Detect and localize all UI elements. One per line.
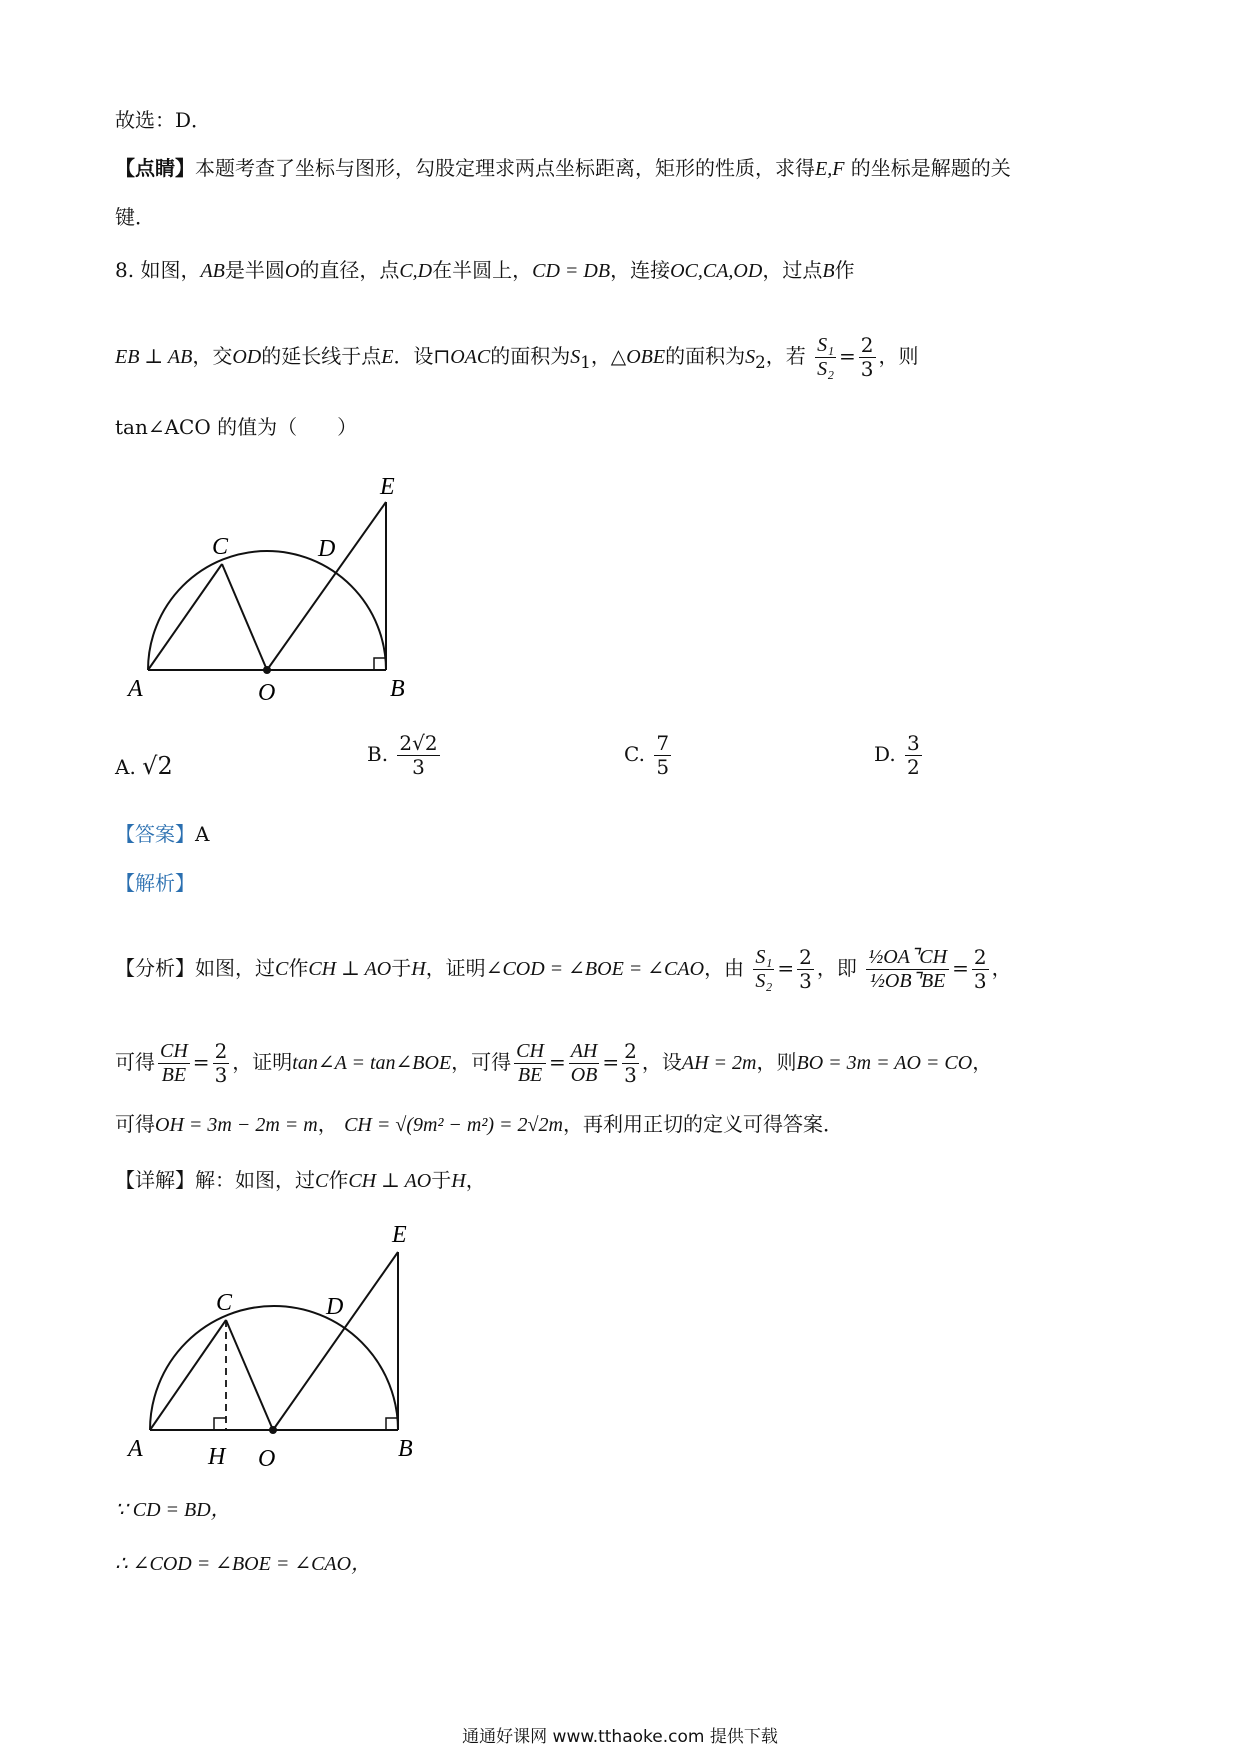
option-c[interactable]: C. $\frac{7}{5}$: [624, 731, 670, 779]
fig1-label-a: A: [128, 676, 143, 702]
fig2-label-c: C: [216, 1290, 233, 1316]
geometry-figure-2: [120, 1220, 440, 1480]
fig2-label-a: A: [128, 1436, 143, 1462]
question-line-3: tan∠ACO 的值为（ ）: [115, 415, 358, 439]
analysis-label: 【解析】: [115, 871, 195, 895]
answer-label: 【答案】: [115, 822, 195, 846]
comment-paragraph: [115, 156, 1011, 181]
option-b[interactable]: B. $\frac{2√2}{3}$: [367, 731, 438, 779]
geometry-figure-1: [120, 470, 440, 710]
fenxi-line-1: 【分析】如图，过C作CH ⊥ AO于H，证明∠COD = ∠BOE = ∠CAO，由 $\frac{\text{S₁}}{\text{S₂}}$ = $\frac{2}{3}$ ，即 $\frac{\text{½OA⌝CH}}{\text{½OB⌝BE}}$ = $\frac{2}{3}$ ，: [115, 945, 1012, 993]
comment-text2: 的坐标是解题的关: [850, 156, 1011, 180]
comment-continued: 键．: [115, 205, 155, 229]
fenxi-line-3: 可得OH = 3m − 2m = m， CH = √(9m² − m²) = 2√2m，再利用正切的定义可得答案．: [115, 1112, 843, 1136]
answer-value: A: [195, 822, 210, 846]
step-1: ∵ CD = BD，: [115, 1499, 231, 1521]
detail-line: 【详解】解：如图，过C作CH ⊥ AO于H，: [115, 1168, 486, 1192]
page-footer: 通通好课网 www.tthaoke.com 提供下载: [462, 1727, 778, 1747]
fig2-label-b: B: [398, 1436, 413, 1462]
ratio-value: $\frac{2}{3}$: [860, 333, 874, 381]
fig1-label-b: B: [390, 676, 405, 702]
step-2: ∴ ∠COD = ∠BOE = ∠CAO，: [115, 1553, 372, 1575]
question-line-1: 8. 如图，AB是半圆O的直径，点C,D在半圆上，CD = DB，连接OC,CA,OD，过点B作: [115, 258, 855, 282]
answer-line: [115, 822, 209, 846]
prev-answer-line: 故选：D．: [115, 108, 212, 132]
fig2-label-d: D: [326, 1294, 344, 1320]
ratio-fraction: $\frac{\text{S₁}}{\text{S₂}}$: [817, 334, 835, 380]
fig1-label-c: C: [212, 534, 229, 560]
fig1-label-o: O: [258, 680, 276, 706]
fig1-label-d: D: [318, 536, 336, 562]
fig1-label-e: E: [380, 474, 395, 500]
option-d[interactable]: D. $\frac{3}{2}$: [874, 731, 920, 779]
fig2-label-e: E: [392, 1222, 407, 1248]
fig2-label-o: O: [258, 1446, 276, 1472]
fenxi-line-2: 可得 $\frac{CH}{BE}$ = $\frac{2}{3}$ ，证明tan∠A = tan∠BOE，可得 $\frac{CH}{BE}$ = $\frac{AH}{OB}$ = $\frac{2}{3}$ ，设AH = 2m，则BO = 3m = AO = CO，: [115, 1039, 993, 1087]
comment-vars: E,F: [815, 158, 845, 180]
comment-label: 【点睛】: [115, 156, 195, 180]
comment-text: 本题考查了坐标与图形，勾股定理求两点坐标距离，矩形的性质，求得: [195, 156, 815, 180]
fig2-label-h: H: [208, 1444, 226, 1470]
option-a[interactable]: A. √2: [115, 752, 173, 780]
question-line-2: EB ⊥ AB，交OD的延长线于点E．设⊓OAC的面积为$S_1$，△OBE的面积为$S_2$，若 $\frac{\text{S₁}}{\text{S₂}}$ = $\frac{2}{3}$ ，则: [115, 333, 919, 381]
